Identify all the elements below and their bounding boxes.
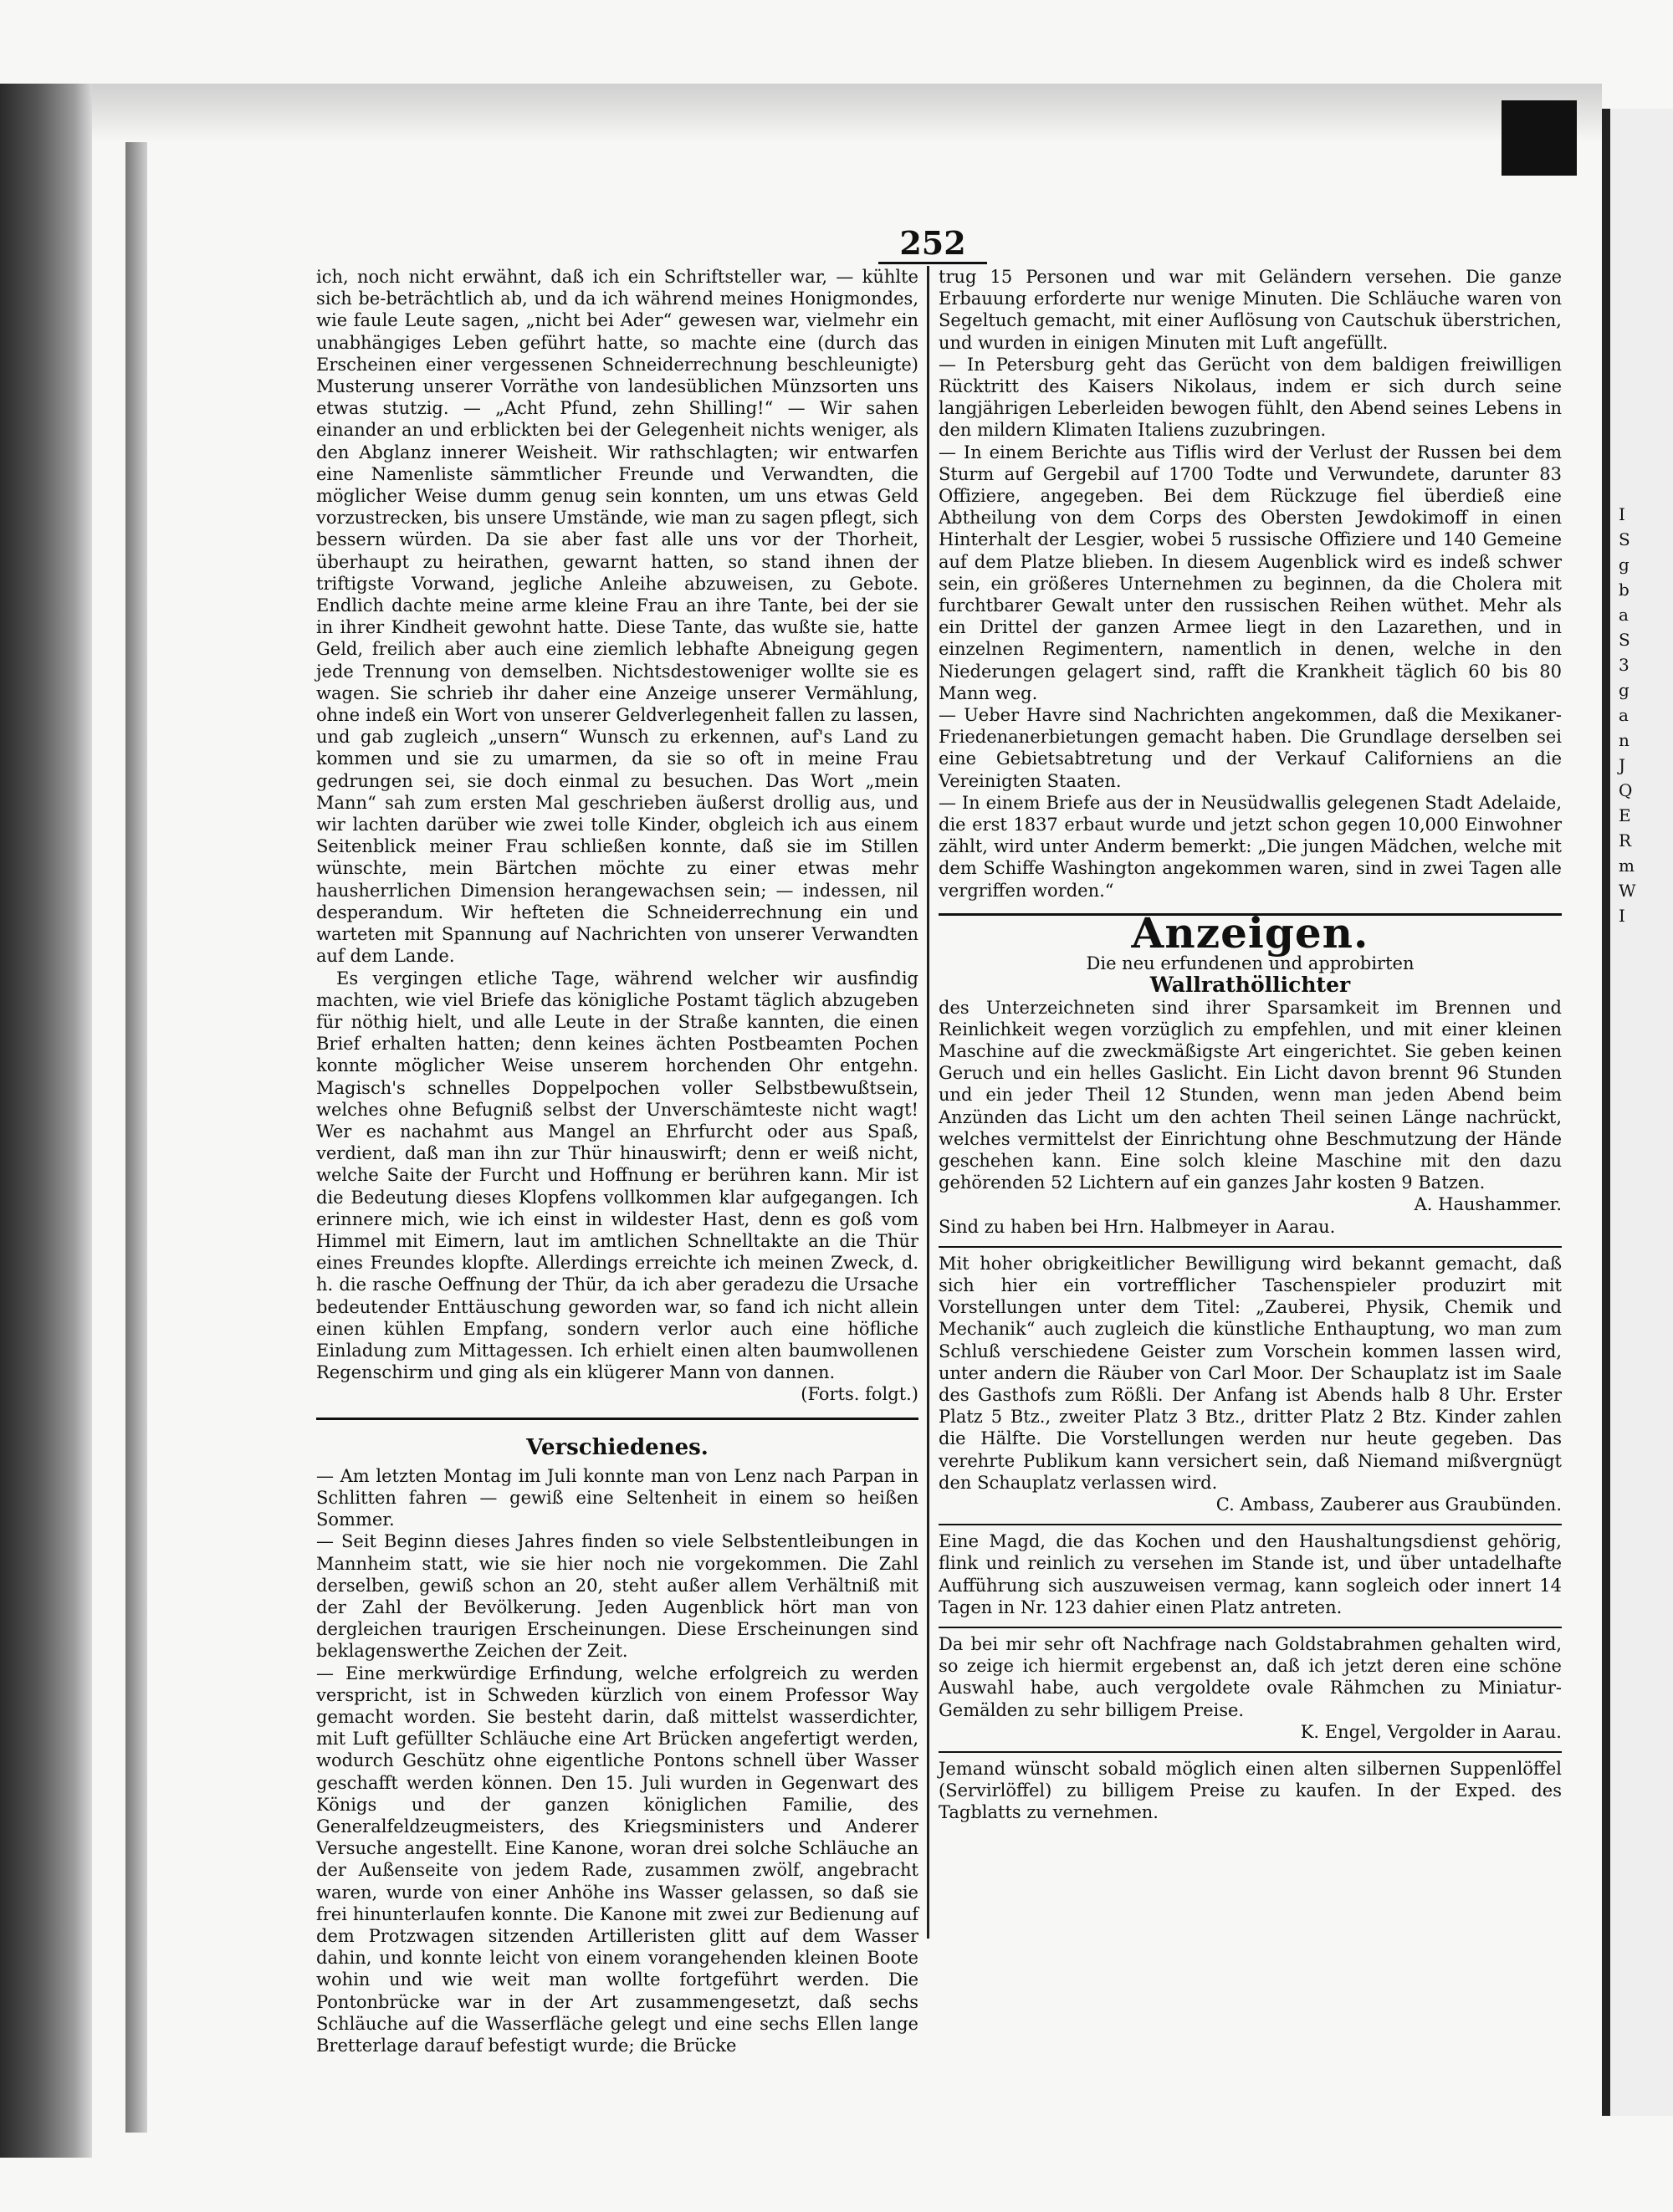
ad-body: des Unterzeichneten sind ihrer Sparsamkeit im Brennen und Reinlichkeit wegen vorzüglich zu empfehlen, und mit einer kleinen Maschine auf die zweckmäßigste Art eingerichtet. Sie geben keinen Geruch und ein helles Gaslicht. Ein Licht davon brennt 96 Stunden und ein jeder Theil 12 Stunden, wenn man jeden Abend beim Anzünden das Licht um den achten Theil seinen Länge nachrückt, welches vermittelst der Einrichtung ohne Beschmutzung der Hände geschehen kann. Eine solch kleine Maschine mit den dazu gehörenden 52 Lichtern auf ein ganzes Jahr kosten 9 Batzen. xyxy=(939,997,1562,1193)
scan-top-shadow xyxy=(92,84,1602,142)
fragment-letter: E xyxy=(1619,805,1631,825)
news-item: — Seit Beginn dieses Jahres finden so viele Selbstentleibungen in Mannheim statt, wie sie hier noch nie vorgekommen. Die Zahl derselben, gewiß schon an 20, steht außer allem Verhältniß mit der Zahl der Bevölkerung. Jeden Augenblick hört man von dergleichen traurigen Erscheinungen. Diese Erscheinungen sind beklagenswerthe Zeichen der Zeit. xyxy=(316,1531,918,1662)
fragment-letter: W xyxy=(1619,881,1636,901)
ad-divider xyxy=(939,1751,1562,1753)
article-paragraph: Es vergingen etliche Tage, während welcher wir ausfindig machten, wie viel Briefe das königliche Postamt täglich abzugeben für nöthig hielt, und alle Leute in der Straße kannten, die einen Brief erhalten hatten; denn keines ächten Postbeamten Pochen konnte möglicher Weise unserem horchenden Ohr entgehn. Magisch's schnelles Doppelpochen voller Selbstbewußtsein, welches ohne Befugniß selbst der Unverschämteste nicht wagt! Wer es nachahmt aus Mangel an Ehrfurcht oder aus Spaß, verdient, daß man ihn zur Thür hinauswirft; denn er weiß nicht, welche Saite der Furcht und Hoffnung er berühren kann. Mir ist die Bedeutung dieses Klopfens vollkommen klar aufgegangen. Ich erinnere mich, wie ich einst in wildester Hast, denn es goß vom Himmel mit Eimern, laut im amtlichen Schnelltakte an die Thür eines Freundes klopfte. Allerdings erreichte ich meinen Zweck, d. h. die rasche Oeffnung der Thür, da ich aber geradezu die Ursache bedeutender Enttäuschung geworden war, so fand ich nicht allein einen kühlen Empfang, sondern verlor auch eine höfliche Einladung zum Mittagessen. Ich erhielt einen alten baumwollenen Regenschirm und ging als ein klügerer Mann von dannen. xyxy=(316,968,918,1383)
fragment-letter: 3 xyxy=(1619,655,1630,675)
ad-divider xyxy=(939,1246,1562,1248)
news-item: trug 15 Personen und war mit Geländern versehen. Die ganze Erbauung erforderte nur wenige Minuten. Die Schläuche waren von Segeltuch gemacht, mit einer Auflösung von Cautschuk überstrichen, und wurden in einigen Minuten mit Luft angefüllt. xyxy=(939,267,1562,353)
facing-page-fragments xyxy=(1619,502,1669,928)
facing-page-edge xyxy=(1610,109,1673,2116)
news-item: — Eine merkwürdige Erfindung, welche erfolgreich zu werden verspricht, ist in Schweden kürzlich von einem Professor Way gemacht worden. Sie besteht darin, daß mittelst wasserdichter, mit Luft gefüllter Schläuche eine Art Brücken angefertigt werden, wodurch Geschütz ohne eigentliche Pontons schnell über Wasser geschafft werden können. Den 15. Juli wurden in Gegenwart des Königs und der ganzen königlichen Familie, des Generalfeldzeugmeisters, des Kriegsministers und Anderer Versuche angestellt. Eine Kanone, woran drei solche Schläuche an der Außenseite von jedem Rade, zusammen zwölf, angebracht waren, wurde von einer Anhöhe ins Wasser gelassen, so daß sie frei hinunterlaufen konnte. Die Kanone mit zwei zur Bedienung auf dem Protzwagen sitzenden Artilleristen glitt auf dem Wasser dahin, und konnte leicht von einem vorangehenden kleinen Boote wohin und wie weit man wollte fortgeführt werden. Die Pontonbrücke war in der Art zusammengesetzt, daß sechs Schläuche auf die Wasserfläche gelegt und eine sechs Ellen lange Bretterlage darauf befestigt wurde; die Brücke xyxy=(316,1663,918,2056)
ad-body: Mit hoher obrigkeitlicher Bewilligung wird bekannt gemacht, daß sich hier ein vortrefflicher Taschenspieler produzirt mit Vorstellungen unter dem Titel: „Zauberei, Physik, Chemik und Mechanik“ auch zugleich die künstliche Enthauptung, wo man zum Schluß verschiedene Geister zum Vorschein kommen lassen wird, unter andern die Räuber von Carl Moor. Der Schauplatz ist im Saale des Gasthofs zum Rößli. Der Anfang ist Abends halb 8 Uhr. Erster Platz 5 Btz., zweiter Platz 3 Btz., dritter Platz 2 Btz. Kinder zahlen die Hälfte. Die Vorstellungen werden nur heute gegeben. Das verehrte Publikum kann versichert sein, daß Niemand mißvergnügt den Schauplatz verlassen wird. xyxy=(939,1253,1562,1493)
ad-body: Da bei mir sehr oft Nachfrage nach Goldstabrahmen gehalten wird, so zeige ich hiermit ergebenst an, daß ich jetzt deren eine schöne Auswahl habe, auch vergoldete ovale Rähmchen zu Miniatur-Gemälden zu sehr billigem Preise. xyxy=(939,1633,1562,1720)
scan-dark-border-left xyxy=(0,84,92,2158)
column-divider xyxy=(927,266,929,1939)
ad-divider xyxy=(939,1524,1562,1525)
right-column xyxy=(939,266,1562,1824)
news-item: — In einem Briefe aus der in Neusüdwallis gelegenen Stadt Adelaide, die erst 1837 erbaut wurde und jetzt schon gegen 10,000 Einwohner zählt, wird unter Anderm bemerkt: „Die jungen Mädchen, welche mit dem Schiffe Washington angekommen waren, sind in zwei Tagen alle vergriffen worden.“ xyxy=(939,792,1562,901)
ad-signature: A. Haushammer. xyxy=(1414,1194,1562,1215)
ads-heading: Anzeigen. xyxy=(1131,907,1369,958)
news-item: — In einem Berichte aus Tiflis wird der Verlust der Russen bei dem Sturm auf Gergebil auf 1700 Todte und Verwundete, darunter 83 Offiziere, angegeben. Bei dem Rückzuge fiel überdieß eine Abtheilung von dem Corps des Obersten Jewdokimoff in einen Hinterhalt der Lesgier, wobei 5 russische Offiziere und 140 Gemeine auf dem Platze blieben. In diesem Augenblick wird es indeß schwer sein, ein größeres Unternehmen zu beginnen, da die Cholera mit furchtbarer Gewalt unter den russischen Reihen wüthet. Mehr als ein Drittel der ganzen Armee liegt in den Lazarethen, und in einzelnen Regimentern, namentlich in denen, welche in den Niederungen gelagert sind, rafft die Krankheit täglich 60 bis 80 Mann weg. xyxy=(939,442,1562,703)
ad-availability: Sind zu haben bei Hrn. Halbmeyer in Aarau. xyxy=(939,1216,1336,1237)
book-spine xyxy=(125,142,147,2133)
fragment-letter: I xyxy=(1619,906,1625,926)
news-item: — In Petersburg geht das Gerücht von dem baldigen freiwilligen Rücktritt des Kaisers Nikolaus, indem er sich durch seine langjährigen Leberleiden bewogen fühlt, den Abend seines Lebens in den mildern Klimaten Italiens zuzubringen. xyxy=(939,354,1562,441)
fragment-letter: g xyxy=(1619,680,1630,700)
fragment-letter: m xyxy=(1619,856,1635,876)
fragment-letter: S xyxy=(1619,529,1630,549)
fragment-letter: J xyxy=(1619,755,1626,775)
news-item: — Am letzten Montag im Juli konnte man von Lenz nach Parpan in Schlitten fahren — gewiß eine Seltenheit in einem so heißen Sommer. xyxy=(316,1465,918,1530)
left-column xyxy=(316,266,918,2056)
ad-signature: K. Engel, Vergolder in Aarau. xyxy=(1300,1721,1562,1742)
misc-heading: Verschiedenes. xyxy=(526,1434,709,1460)
fragment-letter: g xyxy=(1619,554,1630,575)
fragment-letter: Q xyxy=(1619,780,1633,800)
fragment-letter: S xyxy=(1619,630,1630,650)
fragment-letter: R xyxy=(1619,830,1632,851)
ad-divider xyxy=(939,1627,1562,1628)
fragment-letter: b xyxy=(1619,580,1630,600)
ad-signature: C. Ambass, Zauberer aus Graubünden. xyxy=(1215,1494,1562,1515)
news-item: — Ueber Havre sind Nachrichten angekommen, daß die Mexikaner-Friedenanerbietungen gemacht haben. Die Grundlage derselben sei eine Gebietsabtretung und der Verkauf Californiens an die Vereinigten Staaten. xyxy=(939,705,1562,791)
section-divider xyxy=(316,1418,918,1420)
ad-body: Eine Magd, die das Kochen und den Haushaltungsdienst gehörig, flink und reinlich zu versehen im Stande ist, und über untadelhafte Aufführung sich auszuweisen vermag, kann sogleich oder innert 14 Tagen in Nr. 123 dahier einen Platz antreten. xyxy=(939,1531,1562,1617)
fragment-letter: a xyxy=(1619,705,1629,725)
scan-dark-corner xyxy=(1502,100,1577,176)
fragment-letter: n xyxy=(1619,730,1630,750)
continued-note: (Forts. folgt.) xyxy=(801,1384,918,1405)
ad-intro: Die neu erfundenen und approbirten xyxy=(1086,953,1415,974)
fragment-letter: I xyxy=(1619,504,1625,524)
page-gutter-edge xyxy=(1602,109,1610,2116)
ad-body: Jemand wünscht sobald möglich einen alten silbernen Suppenlöffel (Servirlöffel) zu billigem Preise zu kaufen. In der Exped. des Tagblatts zu vernehmen. xyxy=(939,1759,1562,1823)
page-number: 252 xyxy=(878,224,987,264)
fragment-letter: a xyxy=(1619,605,1629,625)
article-paragraph: ich, noch nicht erwähnt, daß ich ein Schriftsteller war, — kühlte sich be-beträchtlich ab, und da ich während meines Honigmondes, wie faule Leute sagen, „nicht bei Ader“ gewesen war, vielmehr ein unabhängiges Leben geführt hatte, so machte eine (durch das Erscheinen einer vergessenen Schneiderrechnung beschleunigte) Musterung unserer Vorräthe von landesüblichen Münzsorten uns etwas stutzig. — „Acht Pfund, zehn Shilling!“ — Wir sahen einander an und erblickten bei der Gelegenheit nichts weniger, als den Abglanz innerer Weisheit. Wir rathschlagten; wir entwarfen eine Namenliste sämmtlicher Freunde und Verwandten, die möglicher Weise dumm genug sein konnten, um uns etwas Geld vorzustrecken, bis unsere Umstände, wie man zu sagen pflegt, sich bessern würden. Da sie aber fast alle uns vor der Thorheit, überhaupt zu heirathen, gewarnt hatten, so stand ihnen der triftigste Vorwand, jegliche Anleihe abzuweisen, zu Gebote. Endlich dachte meine arme kleine Frau an ihre Tante, bei der sie in ihrer Kindheit gewohnt hatte. Diese Tante, das wußte sie, hatte Geld, freilich aber auch eine ziemlich lebhafte Abneigung gegen jede Trennung von demselben. Nichtsdestoweniger wollte sie es wagen. Sie schrieb ihr daher eine Anzeige unserer Vermählung, ohne indeß ein Wort von unserer Geldverlegenheit fallen zu lassen, und gab zugleich „unsern“ Wunsch zu erkennen, auf's Land zu kommen und sie zu umarmen, da sie so oft in meine Frau gedrungen sei, sie doch einmal zu besuchen. Das Wort „mein Mann“ sah zum ersten Mal geschrieben äußerst drollig aus, und wir lachten darüber wie zwei tolle Kinder, obgleich ich aus einem Seitenblick meiner Frau schließen konnte, daß sie im Stillen wünschte, mein Bärtchen möchte zu einer etwas mehr hausherrlichen Dimension herangewachsen sein; — indessen, nil desperandum. Wir hefteten die Schneiderrechnung ein und warteten mit Spannung auf Nachrichten von unserer Verwandten auf dem Lande. xyxy=(316,267,918,967)
ad-title: Wallrathöllichter xyxy=(1149,973,1351,998)
